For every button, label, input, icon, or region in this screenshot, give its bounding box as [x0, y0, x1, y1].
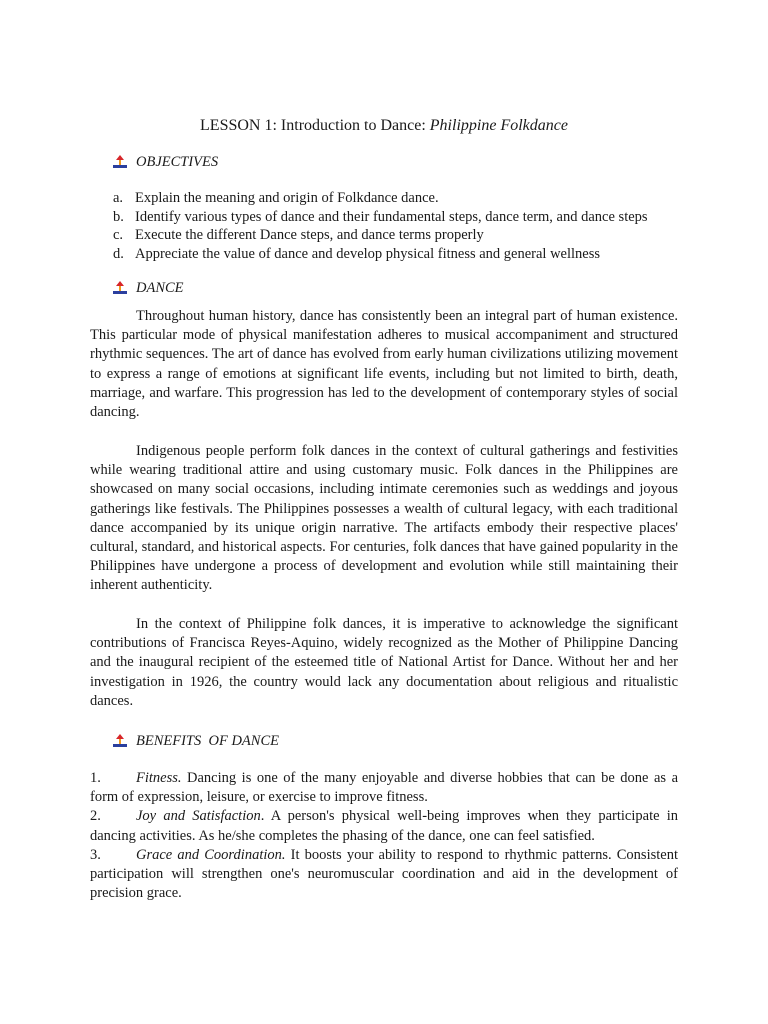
tricolor-arrow-bullet-icon: [113, 281, 127, 295]
benefit-item: 1. Fitness. Dancing is one of the many enjoyable and diverse hobbies that can be done as a form of expression, leisure, or exercise to improve fitness.: [90, 770, 678, 806]
objective-item: a. Explain the meaning and origin of Folkdance dance.: [113, 190, 439, 206]
benefits-heading: [113, 732, 279, 750]
benefits-heading-text: BENEFITS OF DANCE: [136, 732, 279, 749]
tricolor-arrow-bullet-icon: [113, 734, 127, 748]
objective-item: d. Appreciate the value of dance and develop physical fitness and general wellness: [113, 245, 601, 262]
tricolor-arrow-bullet-icon: [113, 155, 127, 169]
objective-item: c. Execute the different Dance steps, and dance terms properly: [113, 227, 484, 243]
dance-paragraph: Throughout human history, dance has consistently been an integral part of human existence. This particular mode of physical manifestation adheres to musical accompaniment and structured rhythmic sequences. The art of dance has evolved from early human civilizations utilizing movement to express a range of emotions at significant life events, including but not limited to birth, death, marriage, and warfare. This progression has led to the development of contemporary styles of social dancing.: [90, 308, 678, 421]
objectives-heading-text: OBJECTIVES: [136, 153, 219, 170]
title-subtitle: Philippine Folkdance: [429, 117, 568, 134]
objective-item: b. Identify various types of dance and their fundamental steps, dance term, and dance steps: [113, 208, 648, 225]
dance-heading: [113, 279, 184, 297]
objectives-heading: [113, 153, 218, 171]
title-main: LESSON 1: Introduction to Dance:: [200, 117, 430, 134]
page-title: [0, 116, 768, 136]
benefit-item: 3. Grace and Coordination. It boosts your ability to respond to rhythmic patterns. Consistent participation will strengthen one's neuromuscular coordination and aid in the development of precision grace.: [90, 846, 678, 902]
dance-heading-text: DANCE: [136, 279, 184, 296]
dance-paragraph: Indigenous people perform folk dances in the context of cultural gatherings and festivities while wearing traditional attire and using customary music. Folk dances in the Philippines are showcased on many social occasions, including intimate ceremonies such as weddings and joyous gatherings like festivals. The Philippines possesses a wealth of cultural legacy, with each traditional dance accompanied by its unique origin narrative. The artifacts embody their respective places' cultural, standard, and historical aspects. For centuries, folk dances that have gained popularity in the Philippines have undergone a process of development and evolution while still maintaining their inherent authenticity.: [90, 443, 678, 594]
benefits-list: [90, 769, 678, 903]
objectives-list: [113, 189, 648, 263]
benefit-item: 2. Joy and Satisfaction. A person's physical well-being improves when they participate in dancing activities. As he/she completes the phasing of the dance, one can feel satisfied.: [90, 808, 678, 844]
dance-paragraph: In the context of Philippine folk dances, it is imperative to acknowledge the significant contributions of Francisca Reyes-Aquino, widely recognized as the Mother of Philippine Dancing and the inaugural recipient of the esteemed title of National Artist for Dance. Without her and her investigation in 1926, the country would lack any documentation about religious and ritualistic dances.: [90, 616, 678, 709]
